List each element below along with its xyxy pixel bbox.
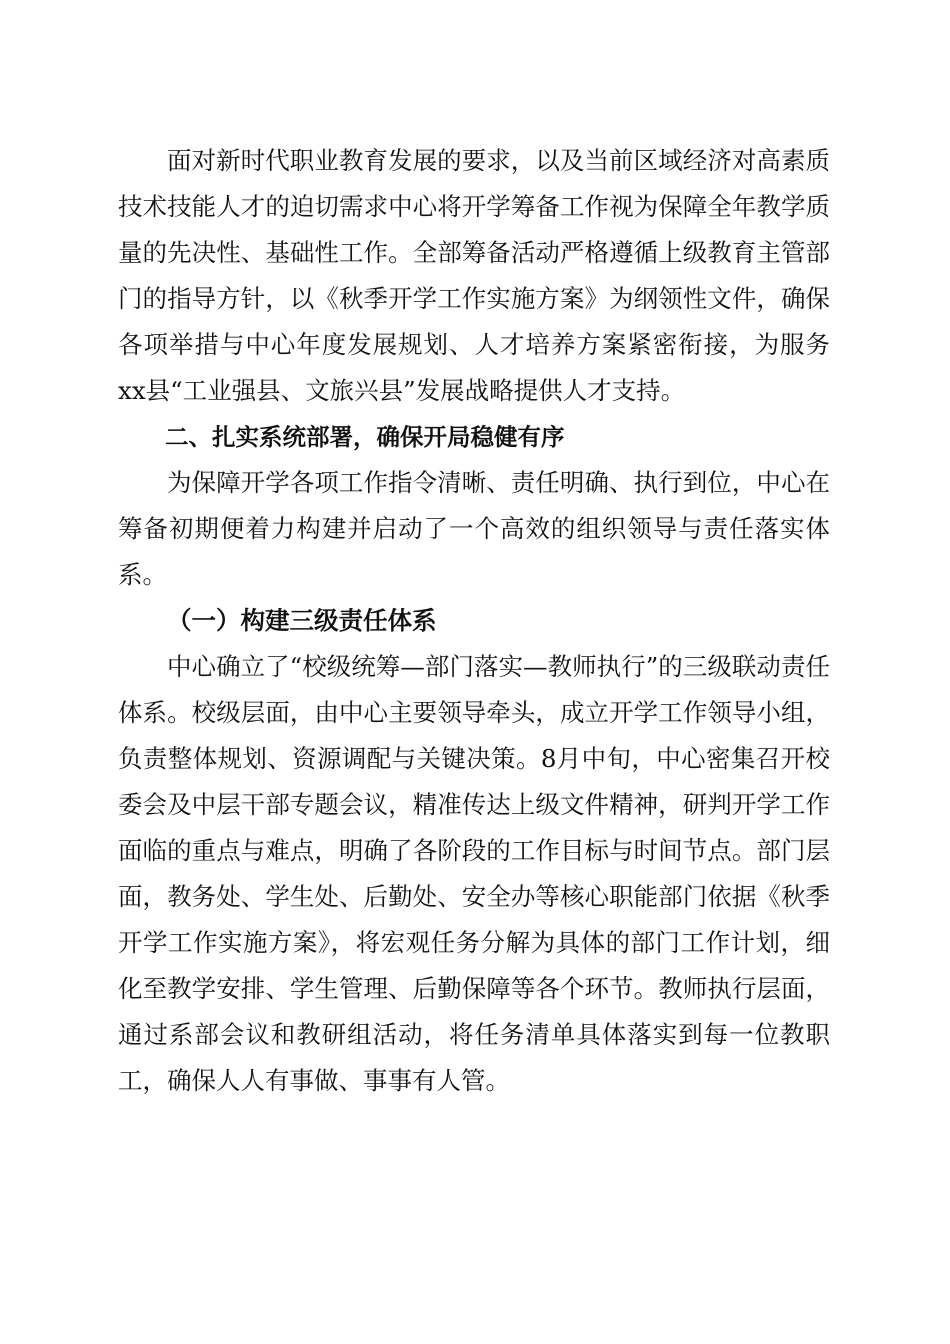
subsection-heading-one: （一）构建三级责任体系 [167,606,437,635]
section-heading-two: 二、扎实系统部署，确保开局稳健有序 [165,423,565,451]
document-page [118,138,830,1104]
intro-paragraph: 面对新时代职业教育发展的要求，以及当前区域经济对高素质技术技能人才的迫切需求中心将开学筹备工作视为保障全年教学质量的先决性、基础性工作。全部筹备活动严格遵循上级教育主管部门的指导方针，以《秋季开学工作实施方案》为纲领性文件，确保各项举措与中心年度发展规划、人才培养方案紧密衔接，为服务xx县“工业强县、文旅兴县”发展战略提供人才支持。 [118,146,830,405]
subsection-one-paragraph: 中心确立了“校级统筹—部门落实—教师执行”的三级联动责任体系。校级层面，由中心主要领导牵头，成立开学工作领导小组，负责整体规划、资源调配与关键决策。8月中旬，中心密集召开校委会及中层干部专题会议，精准传达上级文件精神，研判开学工作面临的重点与难点，明确了各阶段的工作目标与时间节点。部门层面，教务处、学生处、后勤处、安全办等核心职能部门依据《秋季开学工作实施方案》，将宏观任务分解为具体的部门工作计划，细化至教学安排、学生管理、后勤保障等各个环节。教师执行层面，通过系部会议和教研组活动，将任务清单具体落实到每一位教职工，确保人人有事做、事事有人管。 [118,652,830,1095]
section-two-paragraph: 为保障开学各项工作指令清晰、责任明确、执行到位，中心在筹备初期便着力构建并启动了一个高效的组织领导与责任落实体系。 [118,468,830,589]
